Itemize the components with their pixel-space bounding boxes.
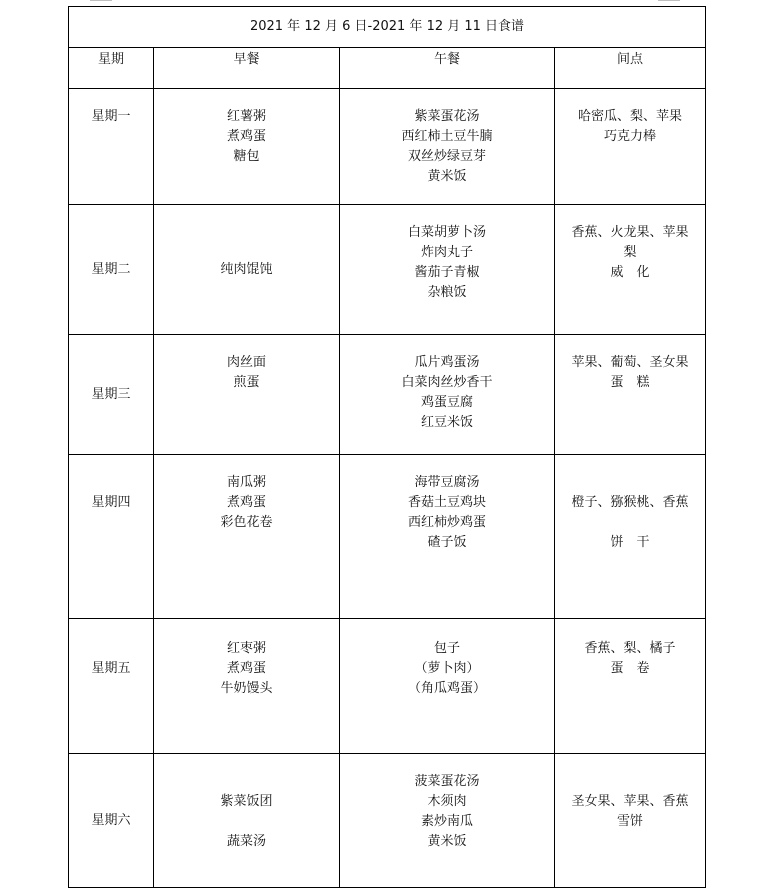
lunch-item: 木须肉: [427, 794, 467, 809]
breakfast-item: 红枣粥: [226, 641, 266, 656]
lunch-item: 包子: [433, 641, 460, 656]
snack-item: 哈密瓜、梨、苹果: [578, 109, 683, 124]
lunch-item: 白菜胡萝卜汤: [407, 225, 486, 240]
lunch-item: 素炒南瓜: [420, 814, 473, 829]
breakfast-item: 肉丝面: [226, 355, 266, 370]
snack-cell: [555, 89, 706, 205]
day-name-text: 星期三: [91, 386, 131, 402]
snack-item: 蛋 糕: [610, 375, 650, 390]
title-row: [69, 7, 706, 48]
snack-item: 梨: [623, 245, 637, 260]
day-name: [69, 619, 154, 754]
snack-cell: [555, 455, 706, 619]
snack-item: 饼 干: [610, 535, 650, 550]
day-name-text: 星期一: [91, 109, 131, 124]
lunch-item: （角瓜鸡蛋）: [407, 681, 486, 696]
lunch-item: 香菇土豆鸡块: [407, 495, 486, 510]
lunch-cell: [340, 619, 555, 754]
day-name-text: 星期六: [91, 812, 131, 828]
header-lunch: 午餐: [340, 48, 555, 89]
breakfast-item: 蔬菜汤: [226, 834, 266, 849]
breakfast-item: 彩色花卷: [220, 515, 273, 530]
header-breakfast: 早餐: [154, 48, 340, 89]
breakfast-cell: [154, 89, 340, 205]
snack-item: 圣女果、苹果、香蕉: [571, 794, 689, 809]
lunch-item: 杂粮饭: [427, 285, 467, 300]
lunch-item: 西红柿土豆牛腩: [401, 129, 493, 144]
header-day: 星期: [69, 48, 154, 89]
lunch-item: 西红柿炒鸡蛋: [407, 515, 486, 530]
breakfast-cell: [154, 754, 340, 888]
lunch-item: 紫菜蛋花汤: [414, 109, 480, 124]
lunch-cell: [340, 455, 555, 619]
snack-item: 香蕉、梨、橘子: [584, 641, 676, 656]
breakfast-cell: [154, 335, 340, 455]
day-row-thursday: [69, 455, 706, 619]
day-name-text: 星期四: [91, 495, 131, 510]
breakfast-item: 纯肉馄饨: [220, 261, 273, 277]
breakfast-item: 南瓜粥: [226, 475, 266, 490]
day-row-saturday: [69, 754, 706, 888]
breakfast-cell: [154, 455, 340, 619]
lunch-item: 黄米饭: [427, 834, 467, 849]
snack-cell: [555, 335, 706, 455]
day-name: [69, 335, 154, 455]
page-corner-mark-right: [658, 0, 680, 1]
snack-item: 威 化: [610, 265, 650, 280]
lunch-cell: [340, 89, 555, 205]
breakfast-item: 煮鸡蛋: [226, 495, 266, 510]
breakfast-item: 煮鸡蛋: [226, 129, 266, 144]
breakfast-item: 红薯粥: [226, 109, 266, 124]
lunch-item: 鸡蛋豆腐: [420, 395, 473, 410]
breakfast-item: 紫菜饭团: [220, 794, 273, 809]
lunch-item: 炸肉丸子: [420, 245, 473, 260]
lunch-item: （萝卜肉）: [414, 661, 480, 676]
snack-item: 雪饼: [617, 814, 644, 829]
weekly-menu-table: [68, 6, 706, 888]
page-corner-mark-left: [90, 0, 112, 1]
breakfast-item: 煮鸡蛋: [226, 661, 266, 676]
lunch-item: 红豆米饭: [420, 415, 473, 430]
lunch-cell: [340, 205, 555, 335]
snack-cell: [555, 205, 706, 335]
lunch-item: 菠菜蛋花汤: [414, 774, 480, 789]
lunch-cell: [340, 754, 555, 888]
snack-item: 蛋 卷: [610, 661, 650, 676]
day-row-tuesday: [69, 205, 706, 335]
lunch-item: 碴子饭: [427, 535, 467, 550]
day-row-monday: [69, 89, 706, 205]
menu-title: 2021 年 12 月 6 日-2021 年 12 月 11 日食谱: [69, 7, 706, 48]
lunch-item: 双丝炒绿豆芽: [407, 149, 486, 164]
lunch-item: 白菜肉丝炒香干: [401, 375, 493, 390]
lunch-item: 海带豆腐汤: [414, 475, 480, 490]
snack-cell: [555, 754, 706, 888]
snack-item: 橙子、猕猴桃、香蕉: [571, 495, 689, 510]
day-name-text: 星期五: [91, 661, 131, 676]
breakfast-cell: [154, 205, 340, 335]
snack-item: 香蕉、火龙果、苹果: [571, 225, 689, 240]
snack-item: 苹果、葡萄、圣女果: [571, 355, 689, 370]
breakfast-item: 牛奶馒头: [220, 681, 273, 696]
breakfast-cell: [154, 619, 340, 754]
snack-cell: [555, 619, 706, 754]
lunch-item: 酱茄子青椒: [414, 265, 480, 280]
header-snack: 间点: [555, 48, 706, 89]
breakfast-item: 糖包: [233, 149, 260, 164]
day-name: [69, 89, 154, 205]
lunch-cell: [340, 335, 555, 455]
day-row-wednesday: [69, 335, 706, 455]
day-name: [69, 754, 154, 888]
breakfast-item: 煎蛋: [233, 375, 260, 390]
day-name-text: 星期二: [91, 261, 131, 277]
lunch-item: 黄米饭: [427, 169, 467, 184]
snack-item: 巧克力棒: [604, 129, 657, 144]
day-name: [69, 205, 154, 335]
day-name: [69, 455, 154, 619]
lunch-item: 瓜片鸡蛋汤: [414, 355, 480, 370]
day-row-friday: [69, 619, 706, 754]
header-row: [69, 48, 706, 89]
